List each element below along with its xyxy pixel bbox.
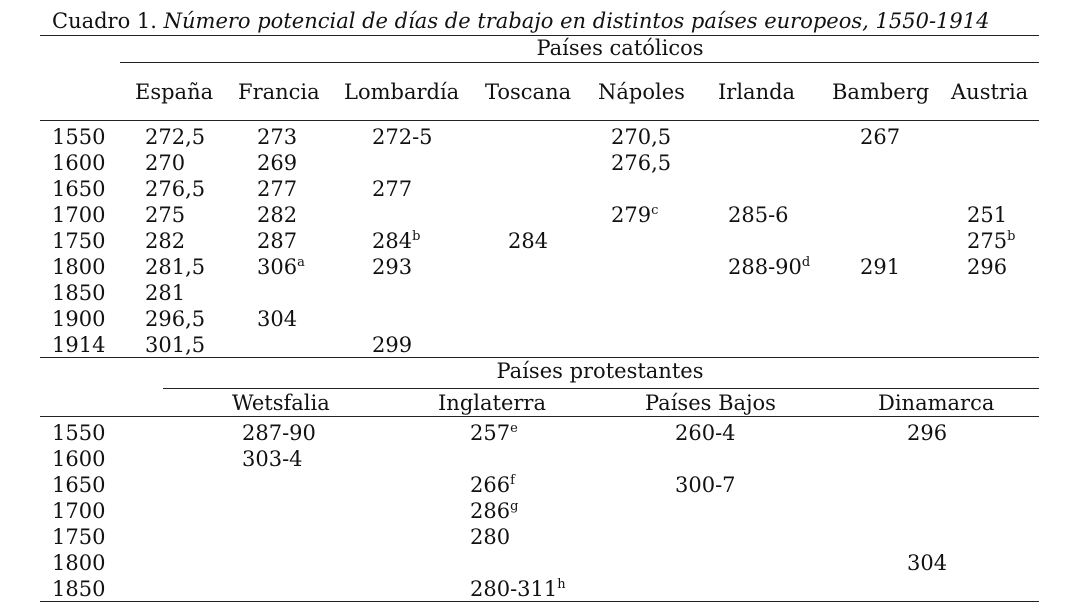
caption-title: Número potencial de días de trabajo en distintos países europeos, 1550-1914	[163, 9, 990, 33]
column-header-lombardia: Lombardía	[344, 80, 460, 104]
row-year: 1600	[52, 447, 106, 471]
footnote-marker: b	[412, 229, 421, 244]
cell-value: 280-311	[470, 577, 558, 601]
cell-value: 282	[257, 203, 298, 227]
cell-value: 280	[470, 525, 511, 549]
table-caption	[52, 6, 990, 36]
table-cell	[967, 254, 1007, 280]
table-cell	[470, 420, 518, 446]
cell-value: 270,5	[611, 125, 672, 149]
row-year: 1600	[52, 151, 106, 175]
table-cell	[372, 176, 412, 202]
column-header-irlanda: Irlanda	[718, 80, 796, 104]
column-header-bamberg: Bamberg	[832, 80, 930, 104]
table-cell	[967, 202, 1007, 228]
cell-value: 299	[372, 333, 413, 357]
table-cell	[907, 420, 947, 446]
row-year: 1850	[52, 281, 106, 305]
table-cell	[860, 254, 900, 280]
cell-value: 277	[372, 177, 413, 201]
group-title-protestantes: Países protestantes	[496, 359, 704, 383]
cell-value: 284	[508, 229, 549, 253]
table-cell	[470, 498, 518, 524]
cell-value: 286	[470, 499, 511, 523]
footnote-marker: h	[557, 577, 566, 592]
cell-value: 282	[145, 229, 186, 253]
table-cell	[257, 228, 297, 254]
table-cell	[257, 150, 297, 176]
cell-value: 279	[611, 203, 652, 227]
column-header-inglaterra: Inglaterra	[438, 391, 546, 415]
row-year: 1700	[52, 203, 106, 227]
cell-value: 303-4	[242, 447, 303, 471]
cell-value: 272-5	[372, 125, 433, 149]
cell-value: 304	[907, 551, 948, 575]
row-year: 1750	[52, 525, 106, 549]
table-cell	[372, 228, 420, 254]
cell-value: 257	[470, 421, 511, 445]
row-year: 1900	[52, 307, 106, 331]
rule-protestantes-columns	[40, 416, 1039, 417]
cell-value: 272,5	[145, 125, 206, 149]
row-year: 1650	[52, 473, 106, 497]
table-cell	[145, 306, 205, 332]
column-header-austria: Austria	[951, 80, 1029, 104]
row-year: 1800	[52, 255, 106, 279]
table-cell	[257, 254, 305, 280]
table-cell	[860, 124, 900, 150]
table-cell	[611, 124, 671, 150]
cell-value: 301,5	[145, 333, 206, 357]
table-cell	[728, 254, 810, 280]
table-cell	[145, 176, 205, 202]
table-cell	[611, 202, 658, 228]
table-cell	[728, 202, 789, 228]
table-cell	[257, 306, 297, 332]
table-cell	[470, 472, 515, 498]
cell-value: 288-90	[728, 255, 802, 279]
footnote-marker: b	[1007, 229, 1016, 244]
cell-value: 269	[257, 151, 298, 175]
cell-value: 304	[257, 307, 298, 331]
cell-value: 276,5	[145, 177, 206, 201]
column-header-napoles: Nápoles	[598, 80, 685, 104]
row-year: 1700	[52, 499, 106, 523]
footnote-marker: a	[297, 255, 305, 270]
table-cell	[611, 150, 671, 176]
cell-value: 287	[257, 229, 298, 253]
cell-value: 275	[145, 203, 186, 227]
footnote-marker: c	[651, 203, 659, 218]
cell-value: 285-6	[728, 203, 789, 227]
cell-value: 284	[372, 229, 413, 253]
column-header-dinamarca: Dinamarca	[878, 391, 995, 415]
table-cell	[257, 202, 297, 228]
caption-lead: Cuadro 1.	[52, 9, 157, 33]
cell-value: 287-90	[242, 421, 316, 445]
rule-protestantes-header	[163, 388, 1039, 389]
column-header-wetsfalia: Wetsfalia	[232, 391, 330, 415]
table-cell	[145, 332, 205, 358]
table-cell	[242, 446, 303, 472]
cell-value: 291	[860, 255, 901, 279]
row-year: 1750	[52, 229, 106, 253]
cell-value: 260-4	[675, 421, 736, 445]
cell-value: 276,5	[611, 151, 672, 175]
table-cell	[257, 176, 297, 202]
table-cell	[242, 420, 316, 446]
table-cell	[470, 524, 510, 550]
cell-value: 296,5	[145, 307, 206, 331]
rule-catolicos-header	[120, 62, 1039, 63]
rule-catolicos-columns	[40, 120, 1039, 121]
column-header-francia: Francia	[238, 80, 320, 104]
cell-value: 273	[257, 125, 298, 149]
row-year: 1650	[52, 177, 106, 201]
row-year: 1550	[52, 421, 106, 445]
table-cell	[470, 576, 566, 602]
column-header-espana: España	[135, 80, 214, 104]
footnote-marker: f	[510, 473, 515, 488]
table-cell	[372, 254, 412, 280]
table-cell	[257, 124, 297, 150]
cell-value: 270	[145, 151, 186, 175]
cell-value: 267	[860, 125, 901, 149]
footnote-marker: g	[510, 499, 519, 514]
group-title-catolicos: Países católicos	[536, 36, 704, 60]
table-cell	[145, 228, 185, 254]
column-header-paises-bajos: Países Bajos	[645, 391, 776, 415]
cell-value: 275	[967, 229, 1008, 253]
rule-bottom	[40, 601, 1039, 602]
table-cell	[675, 472, 736, 498]
footnote-marker: e	[510, 421, 518, 436]
cell-value: 281	[145, 281, 186, 305]
cell-value: 296	[907, 421, 948, 445]
table-cell	[145, 124, 205, 150]
row-year: 1850	[52, 577, 106, 601]
table-cell	[372, 332, 412, 358]
table-cell	[145, 150, 185, 176]
cell-value: 281,5	[145, 255, 206, 279]
cell-value: 277	[257, 177, 298, 201]
row-year: 1550	[52, 125, 106, 149]
cell-value: 293	[372, 255, 413, 279]
table-cell	[145, 280, 185, 306]
table-cell	[967, 228, 1015, 254]
cell-value: 296	[967, 255, 1008, 279]
table-cell	[675, 420, 736, 446]
cell-value: 300-7	[675, 473, 736, 497]
table-cell	[145, 254, 205, 280]
table-cell	[372, 124, 433, 150]
row-year: 1914	[52, 333, 106, 357]
table-cell	[508, 228, 548, 254]
cell-value: 306	[257, 255, 298, 279]
cell-value: 251	[967, 203, 1008, 227]
table-cell	[907, 550, 947, 576]
footnote-marker: d	[801, 255, 811, 270]
row-year: 1800	[52, 551, 106, 575]
table-cell	[145, 202, 185, 228]
cell-value: 266	[470, 473, 511, 497]
column-header-toscana: Toscana	[485, 80, 572, 104]
